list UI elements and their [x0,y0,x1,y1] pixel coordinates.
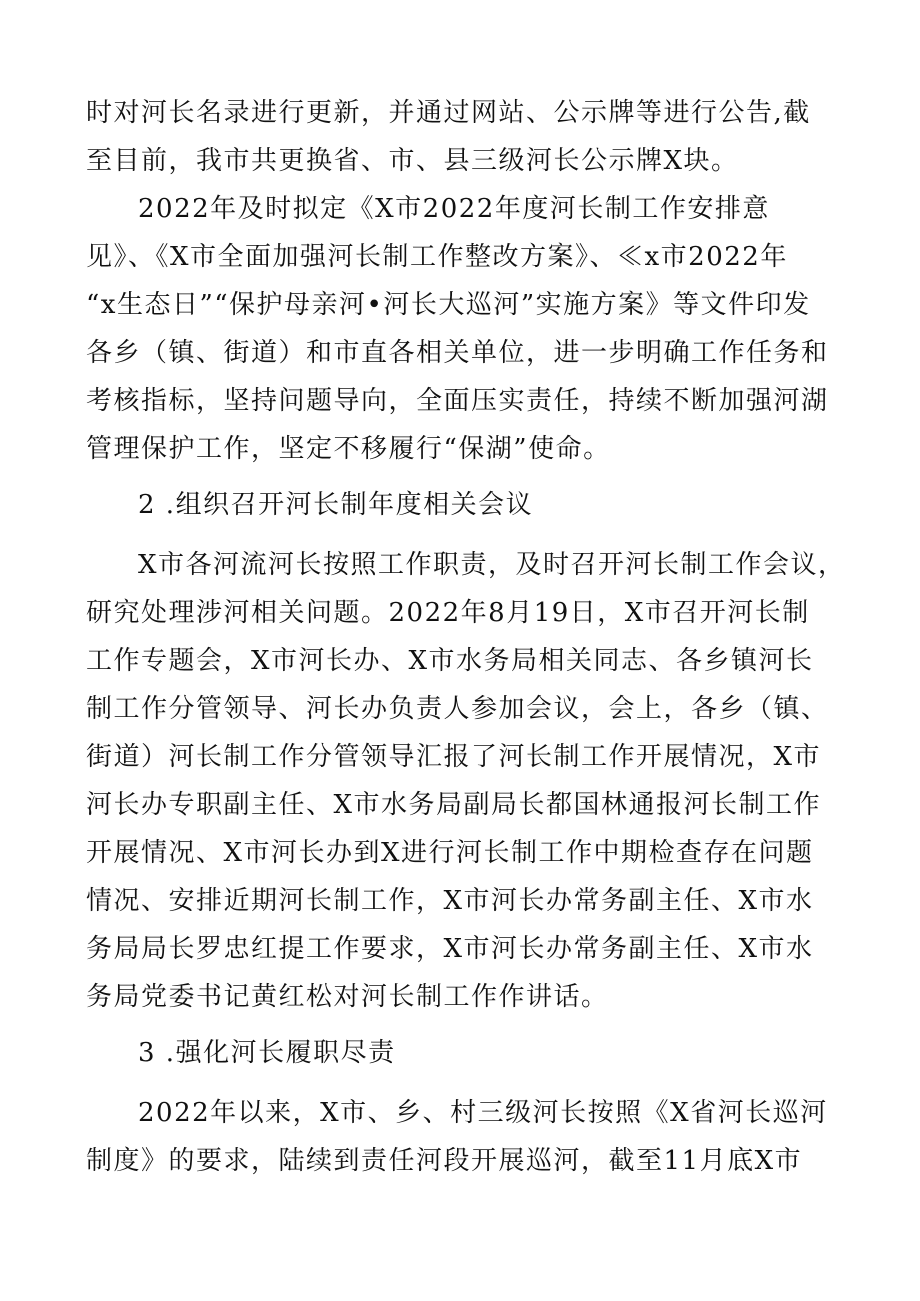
text-line: “x生态日”“保护母亲河•河长大巡河”实施方案》等文件印发 [86,290,811,320]
text-line: 各乡（镇、街道）和市直各相关单位，进一步明确工作任务和 [86,338,829,368]
section-heading: 3 .强化河长履职尽责 [138,1038,396,1068]
text-line: 见》、《X市全面加强河长制工作整改方案》、≪x市2022年 [86,242,788,272]
text-line: 制工作分管领导、河长办负责人参加会议，会上，各乡（镇、 [86,694,829,724]
text-line: 街道）河长制工作分管领导汇报了河长制工作开展情况，X市 [86,742,822,772]
text-line: 制度》的要求，陆续到责任河段开展巡河，截至11月底X市 [86,1146,803,1176]
text-line: 至目前，我市共更换省、市、县三级河长公示牌X块。 [86,146,739,176]
text-line: 时对河长名录进行更新，并通过网站、公示牌等进行公告,截 [86,98,811,128]
text-line: 考核指标，坚持问题导向，全面压实责任，持续不断加强河湖 [86,386,829,416]
text-line: 开展情况、X市河长办到X进行河长制工作中期检查存在问题 [86,838,814,868]
section-heading: 2 .组织召开河长制年度相关会议 [138,490,534,520]
paragraph-start: 2022年以来，X市、乡、村三级河长按照《X省河长巡河 [138,1098,828,1128]
text-line: 研究处理涉河相关问题。2022年8月19日，X市召开河长制 [86,598,810,628]
text-line: 工作专题会，X市河长办、X市水务局相关同志、各乡镇河长 [86,646,814,676]
paragraph-start: X市各河流河长按照工作职责，及时召开河长制工作会议， [138,550,846,580]
text-line: 管理保护工作，坚定不移履行“保湖”使命。 [86,434,611,464]
text-line: 情况、安排近期河长制工作，X市河长办常务副主任、X市水 [86,886,814,916]
text-line: 河长办专职副主任、X市水务局副局长都国林通报河长制工作 [86,790,822,820]
text-line: 务局党委书记黄红松对河长制工作作讲话。 [86,982,609,1012]
text-line: 务局局长罗忠红提工作要求，X市河长办常务副主任、X市水 [86,934,814,964]
paragraph-start: 2022年及时拟定《X市2022年度河长制工作安排意 [138,194,770,224]
